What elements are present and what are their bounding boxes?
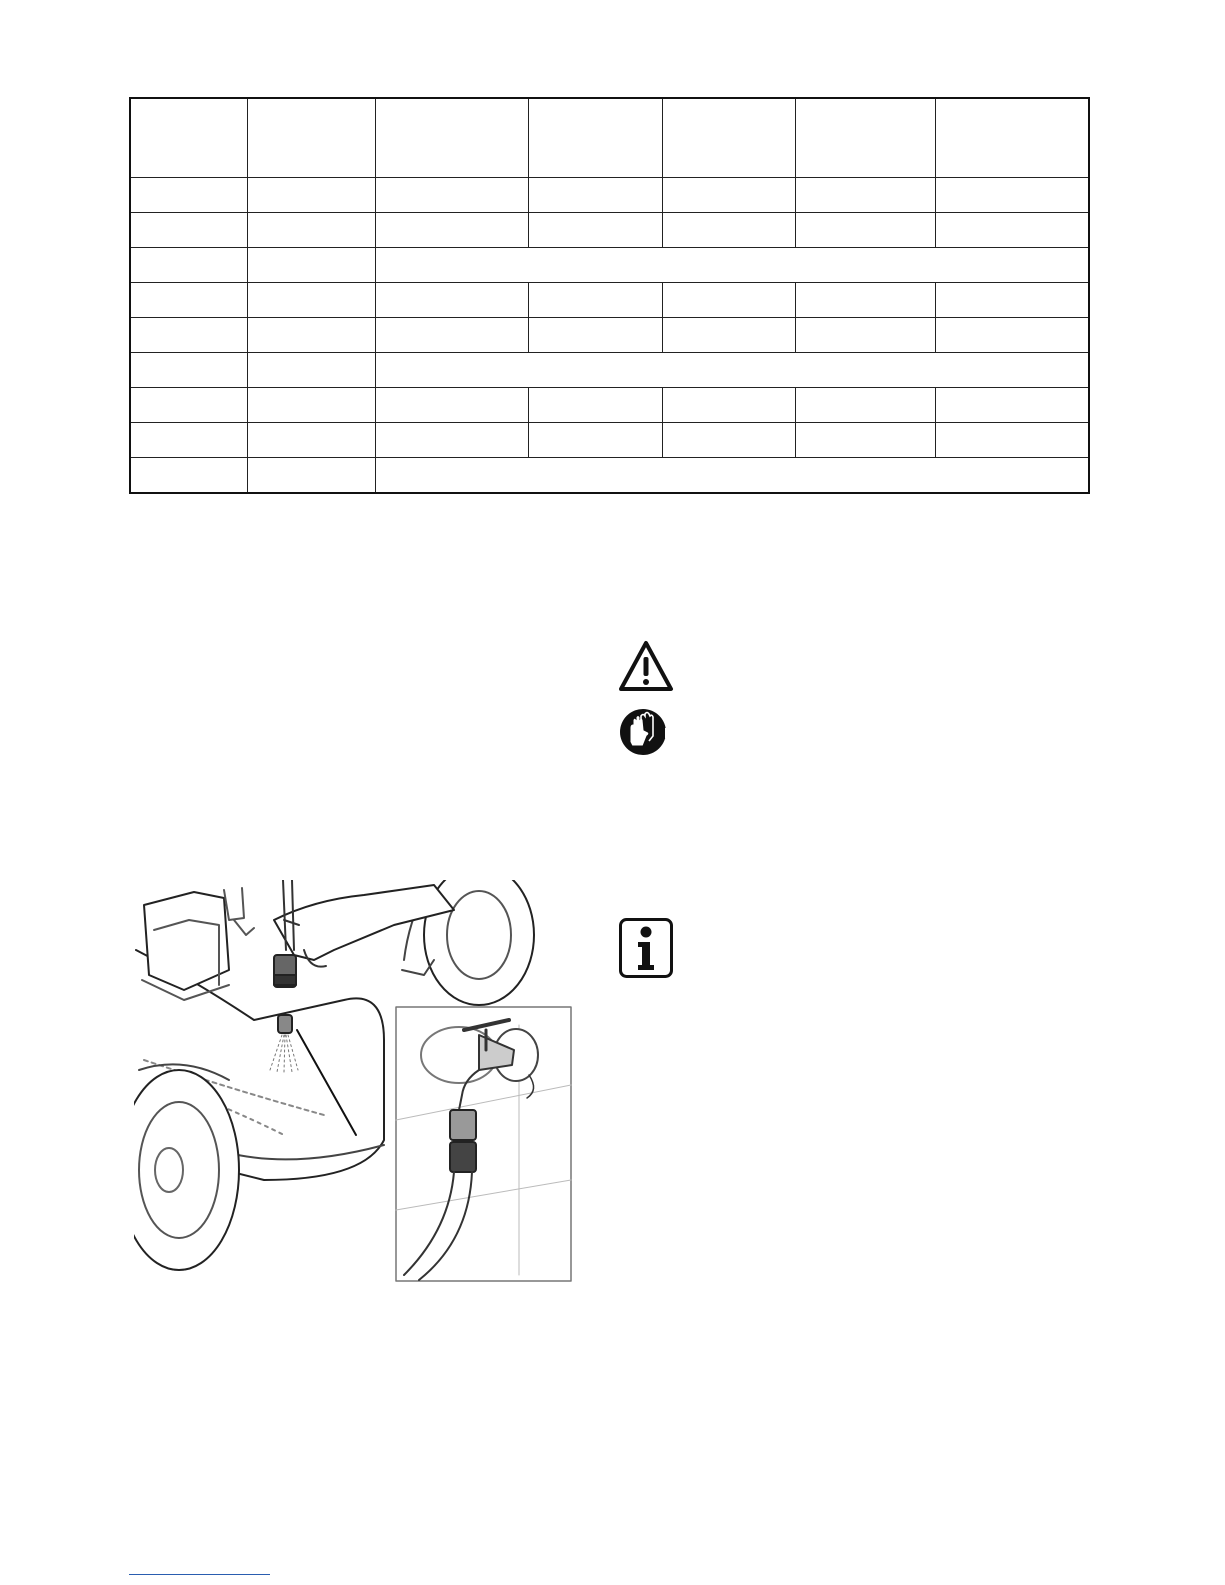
- table-cell: [935, 178, 1089, 213]
- table-cell: [935, 423, 1089, 458]
- table-cell: [795, 423, 935, 458]
- table-cell: [528, 388, 662, 423]
- table-cell: [130, 178, 247, 213]
- table-row: [130, 423, 1089, 458]
- table-cell: [935, 283, 1089, 318]
- table-cell: [247, 283, 375, 318]
- table-cell: [795, 178, 935, 213]
- table-cell: [247, 248, 375, 283]
- table-cell: [375, 283, 528, 318]
- table-cell: [247, 178, 375, 213]
- table-header-row: [130, 98, 1089, 178]
- table-row: [130, 178, 1089, 213]
- table-row-merged: [130, 248, 1089, 283]
- table-cell: [247, 318, 375, 353]
- table-cell: [528, 98, 662, 178]
- table-cell: [662, 388, 795, 423]
- table-cell: [130, 318, 247, 353]
- table-cell: [935, 213, 1089, 248]
- table-cell: [795, 388, 935, 423]
- table-cell: [130, 388, 247, 423]
- table-row: [130, 318, 1089, 353]
- table-cell: [662, 283, 795, 318]
- table-cell: [662, 178, 795, 213]
- footer-link-rule: [129, 1574, 270, 1575]
- table-cell: [662, 213, 795, 248]
- table-row-merged: [130, 458, 1089, 494]
- table-cell: [795, 213, 935, 248]
- table-cell: [662, 318, 795, 353]
- table-cell: [375, 423, 528, 458]
- table-row: [130, 283, 1089, 318]
- warning-triangle-icon: [618, 640, 674, 692]
- table-cell: [130, 213, 247, 248]
- table-cell: [795, 318, 935, 353]
- table-merged-cell: [375, 248, 1089, 283]
- specification-table: [129, 97, 1090, 494]
- table-cell: [662, 98, 795, 178]
- table-cell: [662, 423, 795, 458]
- table-cell: [935, 318, 1089, 353]
- table-cell: [130, 353, 247, 388]
- table-cell: [935, 98, 1089, 178]
- table-cell: [528, 213, 662, 248]
- table-cell: [795, 283, 935, 318]
- table-row: [130, 213, 1089, 248]
- table-cell: [247, 423, 375, 458]
- table-cell: [375, 98, 528, 178]
- table-cell: [130, 283, 247, 318]
- table-row: [130, 388, 1089, 423]
- table-cell: [247, 98, 375, 178]
- table-cell: [247, 213, 375, 248]
- table-cell: [130, 98, 247, 178]
- table-merged-cell: [375, 353, 1089, 388]
- table-cell: [247, 388, 375, 423]
- table-cell: [130, 423, 247, 458]
- table-cell: [375, 213, 528, 248]
- table-row-merged: [130, 353, 1089, 388]
- table-cell: [528, 283, 662, 318]
- table-cell: [247, 353, 375, 388]
- table-cell: [375, 318, 528, 353]
- table-cell: [935, 388, 1089, 423]
- table-cell: [130, 248, 247, 283]
- info-icon: [619, 918, 673, 978]
- table-merged-cell: [375, 458, 1089, 494]
- table-cell: [528, 318, 662, 353]
- gloves-icon: [617, 708, 673, 756]
- table-cell: [375, 388, 528, 423]
- table-cell: [130, 458, 247, 494]
- table-cell: [247, 458, 375, 494]
- table-cell: [528, 423, 662, 458]
- table-cell: [375, 178, 528, 213]
- mower-hose-connection-illustration: [134, 880, 580, 1300]
- table-cell: [528, 178, 662, 213]
- table-cell: [795, 98, 935, 178]
